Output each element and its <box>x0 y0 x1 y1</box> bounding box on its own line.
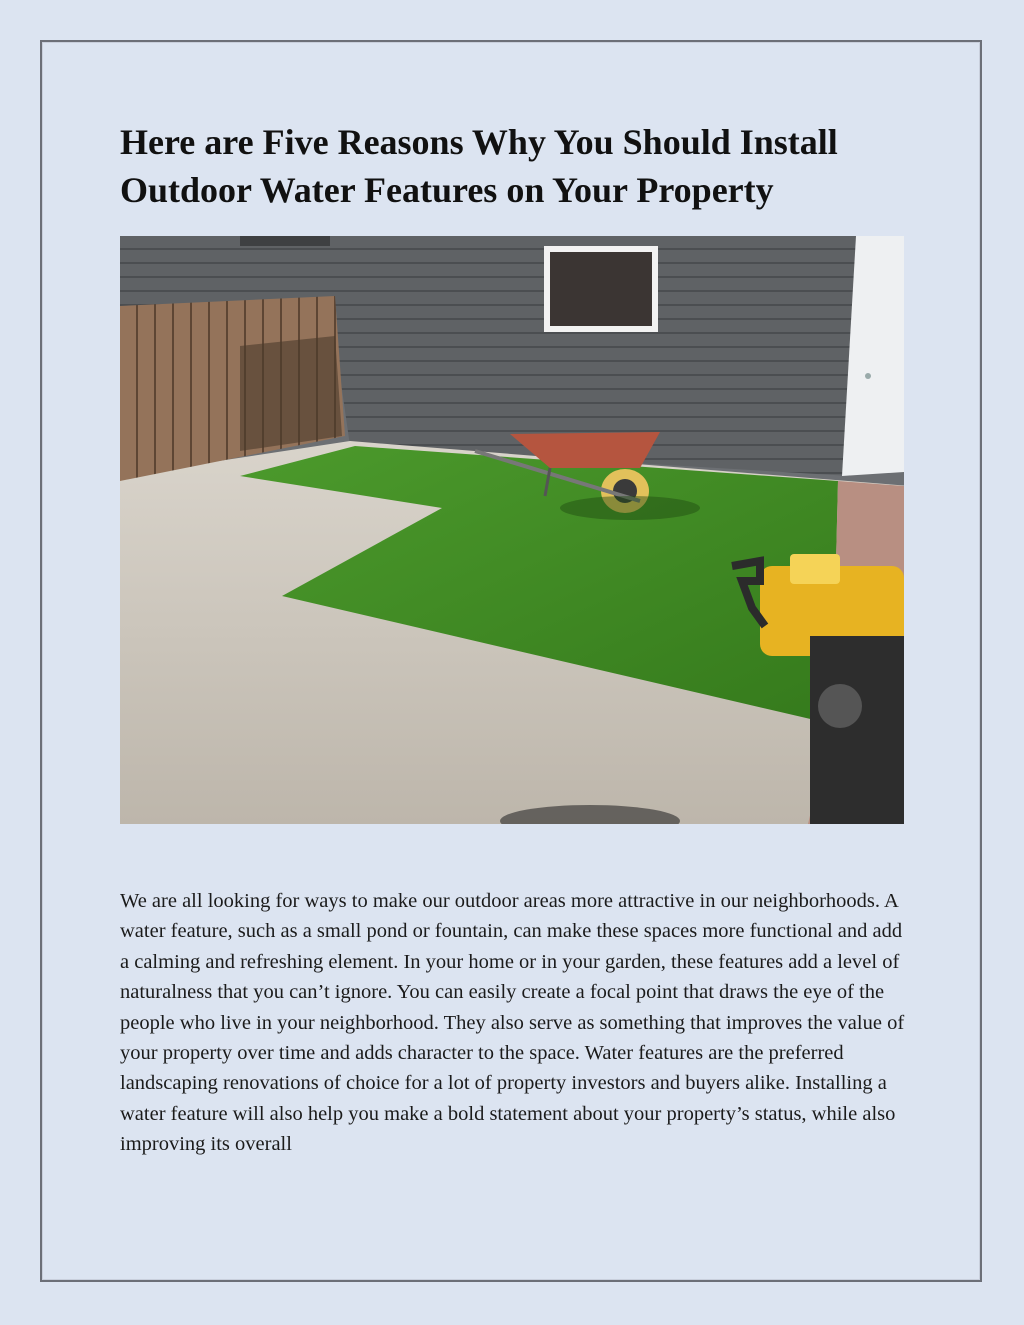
body-paragraph: We are all looking for ways to make our outdoor areas more attractive in our neighborhoods. A water feature, such as a small pond or fountain, can make these spaces more functional and add a calming and refreshing element. In your home or in your garden, these features add a level of naturalness that you can’t ignore. You can easily create a focal point that draws the eye of the people who live in your neighborhood. They also serve as something that improves the value of your property over time and adds character to the space. Water features are the preferred landscaping renovations of choice for a lot of property investors and buyers alike. Installing a water feature will also help you make a bold statement about your property’s status, while also improving its overall <box>120 890 905 1156</box>
yard-photo <box>120 236 904 824</box>
yard-photo-icon <box>120 236 904 824</box>
document-title: Here are Five Reasons Why You Should Install Outdoor Water Features on Your Property <box>120 122 838 210</box>
